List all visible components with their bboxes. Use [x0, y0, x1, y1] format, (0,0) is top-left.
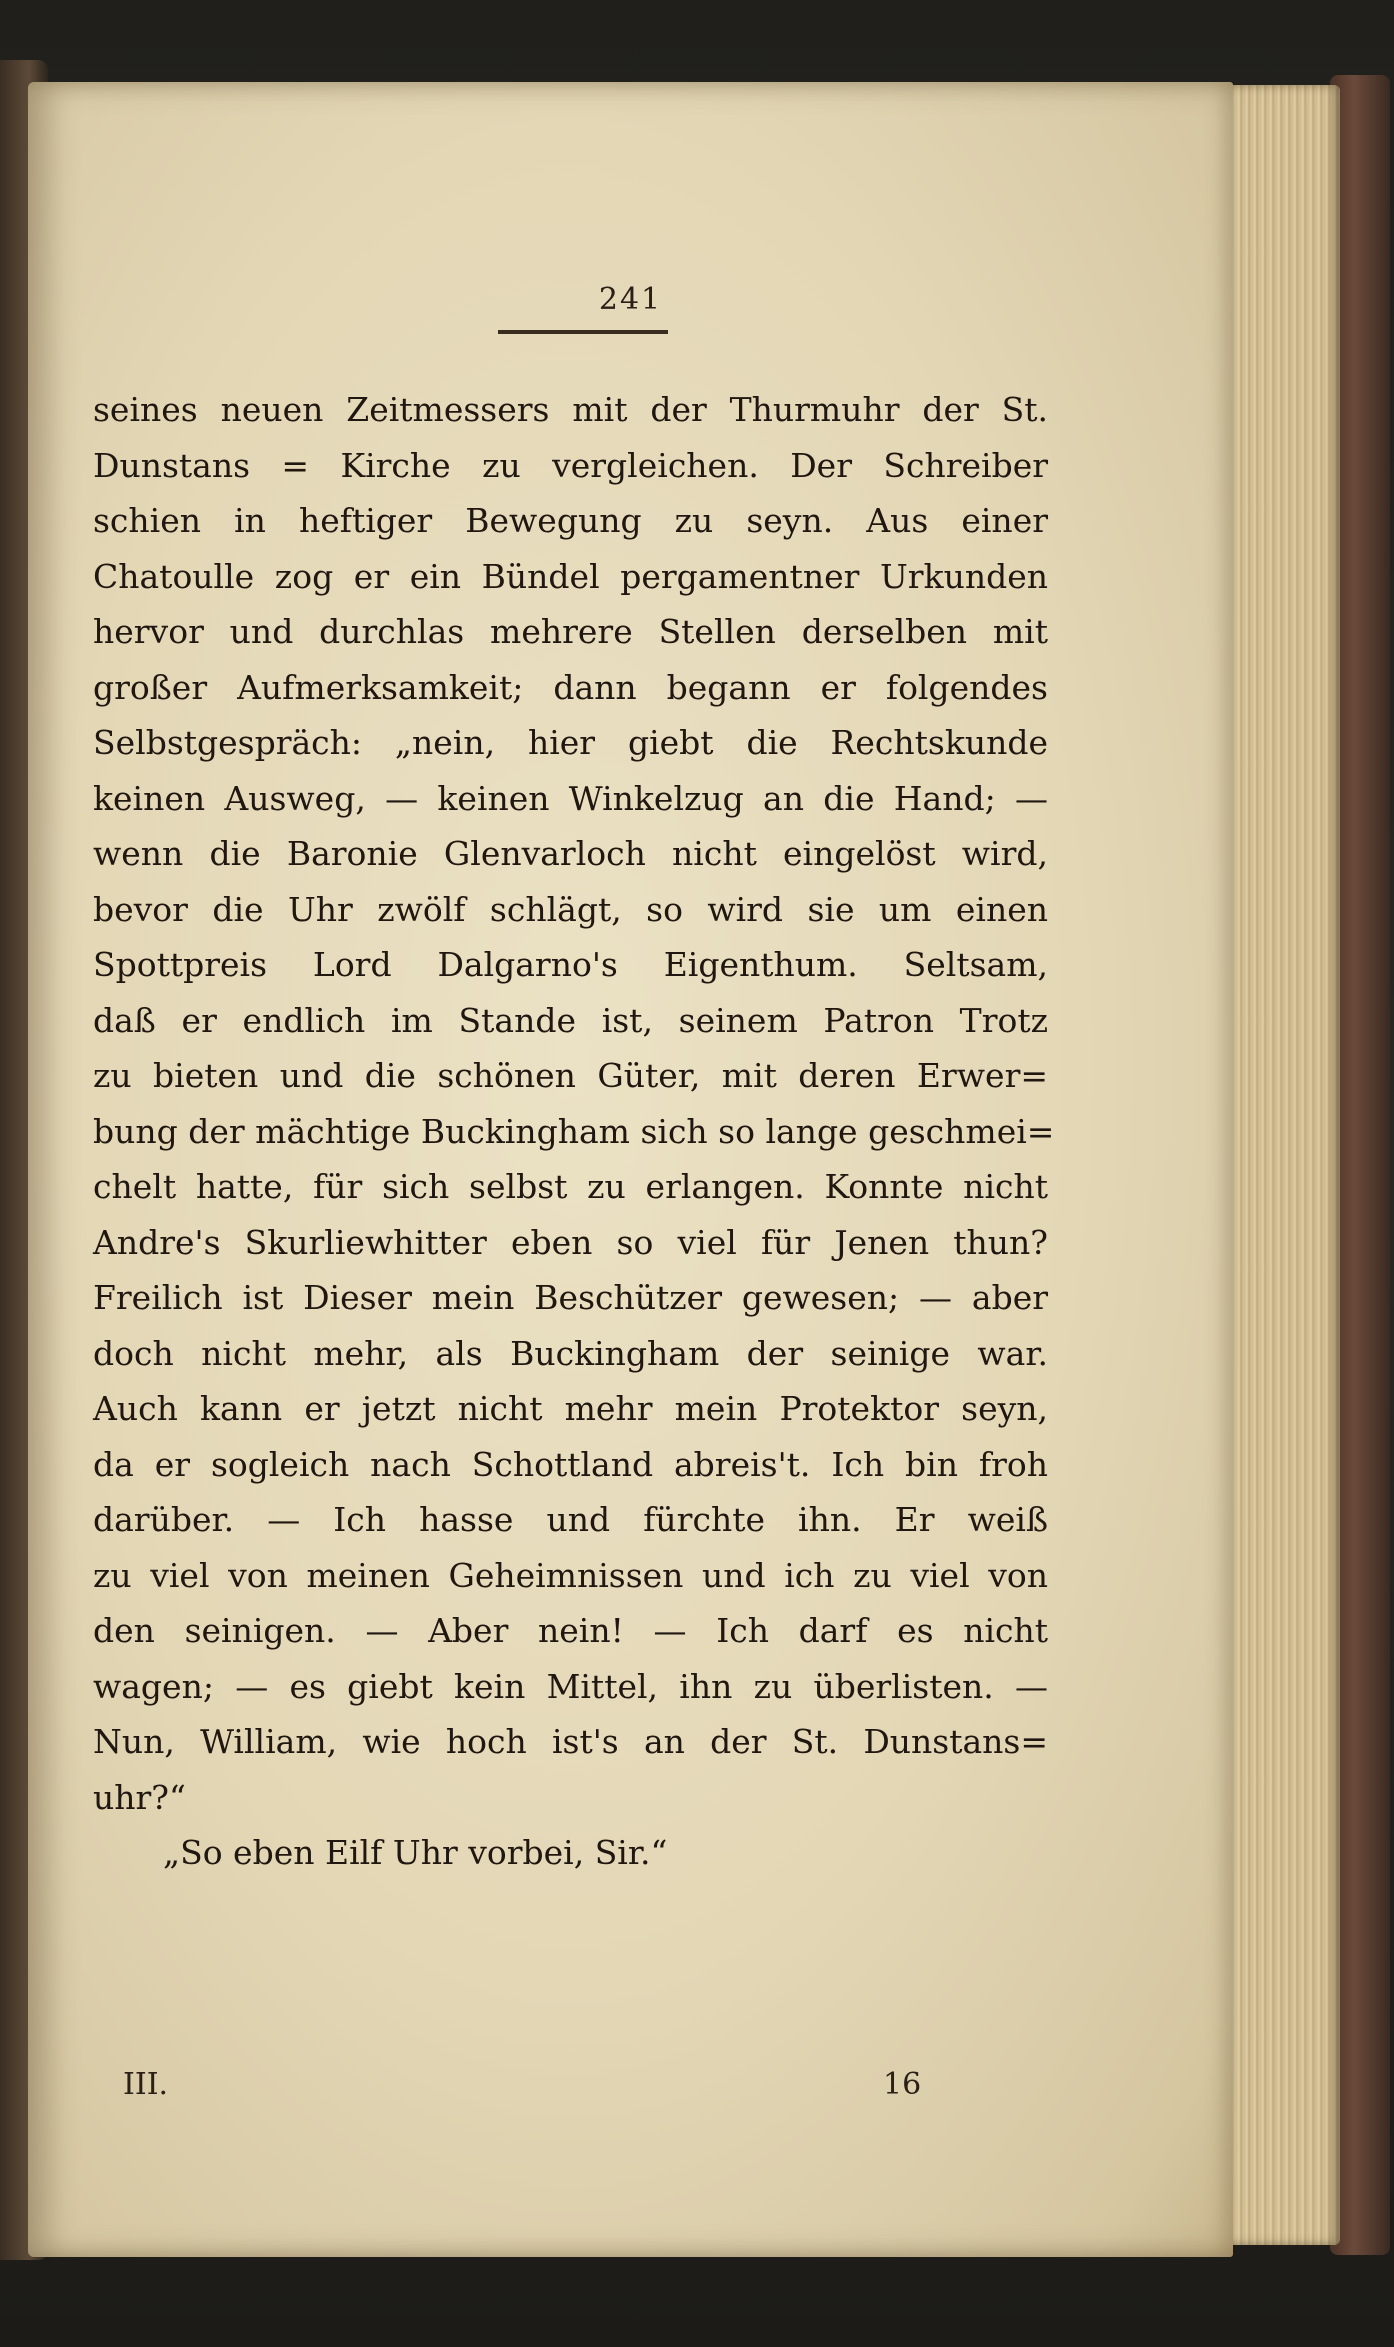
text-line: seines neuen Zeitmessers mit der Thurmuhr der St. — [93, 390, 1048, 429]
signature-mark: III. — [123, 2067, 169, 2102]
text-line: darüber. — Ich hasse und fürchte ihn. Er weiß — [93, 1500, 1048, 1539]
text-line: da er sogleich nach Schottland abreis't. Ich bin froh — [93, 1444, 1048, 1484]
text-line: zu viel von meinen Geheimnissen und ich zu viel von — [93, 1555, 1048, 1595]
text-line: Spottpreis Lord Dalgarno's Eigenthum. Seltsam, — [93, 945, 1048, 984]
text-line: uhr?“ — [93, 1777, 186, 1817]
text-line: wagen; — es giebt kein Mittel, ihn zu überlisten. — — [93, 1666, 1048, 1706]
page-number-rule — [498, 330, 668, 334]
text-line: daß er endlich im Stande ist, seinem Patron Trotz — [93, 1000, 1048, 1040]
text-line: Auch kann er jetzt nicht mehr mein Protektor seyn, — [93, 1389, 1048, 1428]
page-number: 241 — [598, 282, 663, 317]
text-line: bevor die Uhr zwölf schlägt, so wird sie um einen — [93, 889, 1048, 929]
text-line: zu bieten und die schönen Güter, mit deren Erwer= — [93, 1056, 1048, 1095]
text-line: „So eben Eilf Uhr vorbei, Sir.“ — [163, 1833, 668, 1872]
text-line: Chatoulle zog er ein Bündel pergamentner Urkunden — [93, 556, 1048, 596]
text-line: hervor und durchlas mehrere Stellen derselben mit — [93, 612, 1048, 651]
text-line: den seinigen. — Aber nein! — Ich darf es nicht — [93, 1611, 1048, 1650]
text-line: Dunstans = Kirche zu vergleichen. Der Schreiber — [93, 445, 1048, 485]
text-line: großer Aufmerksamkeit; dann begann er folgendes — [93, 667, 1048, 707]
text-line: wenn die Baronie Glenvarloch nicht eingelöst wird, — [93, 834, 1048, 873]
book-page — [28, 82, 1233, 2257]
text-line: schien in heftiger Bewegung zu seyn. Aus einer — [93, 501, 1048, 540]
text-line: keinen Ausweg, — keinen Winkelzug an die Hand; — — [93, 778, 1048, 818]
body-text — [93, 382, 1055, 1881]
text-line: Andre's Skurliewhitter eben so viel für Jenen thun? — [93, 1222, 1048, 1262]
text-line: Selbstgespräch: „nein, hier giebt die Rechtskunde — [93, 723, 1048, 762]
text-line: chelt hatte, für sich selbst zu erlangen. Konnte nicht — [93, 1167, 1048, 1206]
text-line: Freilich ist Dieser mein Beschützer gewesen; — aber — [93, 1278, 1048, 1317]
text-line: bung der mächtige Buckingham sich so lange geschmei= — [93, 1111, 1055, 1151]
text-line: doch nicht mehr, als Buckingham der seinige war. — [93, 1333, 1048, 1373]
sheet-number: 16 — [883, 2067, 922, 2102]
page-edges — [1220, 85, 1340, 2245]
text-line: Nun, William, wie hoch ist's an der St. Dunstans= — [93, 1722, 1048, 1761]
